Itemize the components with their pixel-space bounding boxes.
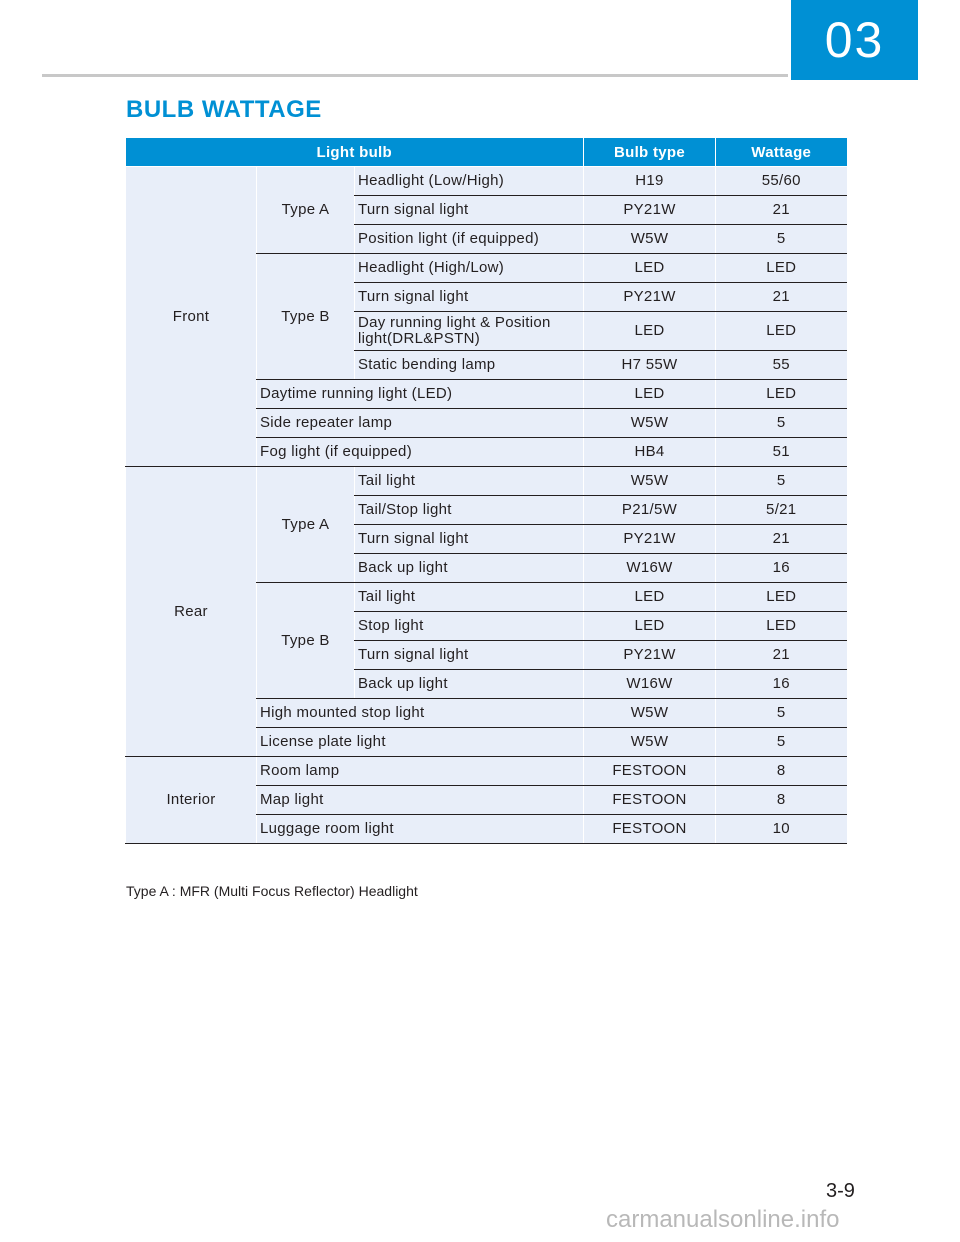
group-label-rear: Rear	[126, 467, 257, 757]
bulb-type: LED	[584, 380, 716, 409]
bulb-name: Headlight (Low/High)	[355, 167, 584, 196]
bulb-wattage: LED	[716, 312, 847, 351]
bulb-type: W16W	[584, 670, 716, 699]
footnote: Type A : MFR (Multi Focus Reflector) Headlight	[126, 883, 418, 899]
bulb-wattage: 8	[716, 786, 847, 815]
bulb-type: W5W	[584, 409, 716, 438]
bulb-name: Stop light	[355, 612, 584, 641]
subgroup-label-front-type-a: Type A	[257, 167, 355, 254]
bulb-name: Daytime running light (LED)	[257, 380, 584, 409]
bulb-wattage: 21	[716, 641, 847, 670]
bulb-type: FESTOON	[584, 757, 716, 786]
subgroup-label-front-type-b: Type B	[257, 254, 355, 380]
watermark: carmanualsonline.info	[606, 1206, 840, 1233]
subgroup-label-rear-type-b: Type B	[257, 583, 355, 699]
bulb-name: Day running light & Position light(DRL&PSTN)	[355, 312, 584, 351]
bulb-type: PY21W	[584, 525, 716, 554]
bulb-wattage: LED	[716, 254, 847, 283]
bulb-type: FESTOON	[584, 786, 716, 815]
group-label-interior: Interior	[126, 757, 257, 844]
bulb-type: W16W	[584, 554, 716, 583]
bulb-type: P21/5W	[584, 496, 716, 525]
bulb-type: H19	[584, 167, 716, 196]
bulb-type: PY21W	[584, 283, 716, 312]
bulb-wattage: 5	[716, 467, 847, 496]
chapter-tab	[791, 0, 918, 80]
bulb-wattage: LED	[716, 612, 847, 641]
bulb-type: LED	[584, 312, 716, 351]
bulb-name: Luggage room light	[257, 815, 584, 844]
bulb-type: HB4	[584, 438, 716, 467]
bulb-wattage: 55/60	[716, 167, 847, 196]
bulb-name: Side repeater lamp	[257, 409, 584, 438]
bulb-name: Tail light	[355, 467, 584, 496]
bulb-wattage: 51	[716, 438, 847, 467]
bulb-type: LED	[584, 612, 716, 641]
bulb-name: Map light	[257, 786, 584, 815]
header-bulb-type: Bulb type	[584, 138, 716, 167]
bulb-name: Static bending lamp	[355, 351, 584, 380]
bulb-wattage: 21	[716, 283, 847, 312]
bulb-wattage: 10	[716, 815, 847, 844]
bulb-name: Back up light	[355, 670, 584, 699]
bulb-type: W5W	[584, 699, 716, 728]
bulb-name: Fog light (if equipped)	[257, 438, 584, 467]
bulb-type: FESTOON	[584, 815, 716, 844]
bulb-type: W5W	[584, 728, 716, 757]
subgroup-label-rear-type-a: Type A	[257, 467, 355, 583]
table-row	[126, 167, 847, 196]
header-wattage: Wattage	[716, 138, 847, 167]
bulb-name: Headlight (High/Low)	[355, 254, 584, 283]
bulb-name: Turn signal light	[355, 283, 584, 312]
bulb-wattage: 5	[716, 699, 847, 728]
bulb-wattage: LED	[716, 583, 847, 612]
bulb-wattage: 5	[716, 409, 847, 438]
bulb-name: Tail light	[355, 583, 584, 612]
section-title: BULB WATTAGE	[126, 96, 322, 123]
bulb-wattage: 21	[716, 196, 847, 225]
bulb-name: License plate light	[257, 728, 584, 757]
bulb-type: PY21W	[584, 641, 716, 670]
bulb-type: H7 55W	[584, 351, 716, 380]
table-row	[126, 467, 847, 496]
bulb-type: W5W	[584, 225, 716, 254]
bulb-wattage: 21	[716, 525, 847, 554]
bulb-wattage: 55	[716, 351, 847, 380]
bulb-type: PY21W	[584, 196, 716, 225]
bulb-wattage: 16	[716, 670, 847, 699]
table-header-row	[126, 138, 847, 167]
bulb-name: Position light (if equipped)	[355, 225, 584, 254]
header-rule	[42, 74, 788, 77]
bulb-type: LED	[584, 254, 716, 283]
bulb-type: LED	[584, 583, 716, 612]
bulb-type: W5W	[584, 467, 716, 496]
group-label-front: Front	[126, 167, 257, 467]
bulb-wattage: 16	[716, 554, 847, 583]
header-light-bulb: Light bulb	[126, 138, 584, 167]
bulb-name: Turn signal light	[355, 525, 584, 554]
bulb-name: High mounted stop light	[257, 699, 584, 728]
page-number: 3-9	[826, 1180, 855, 1202]
chapter-number: 03	[824, 12, 885, 68]
bulb-wattage: 5/21	[716, 496, 847, 525]
bulb-name: Turn signal light	[355, 641, 584, 670]
bulb-wattage: LED	[716, 380, 847, 409]
bulb-name: Room lamp	[257, 757, 584, 786]
bulb-name: Tail/Stop light	[355, 496, 584, 525]
bulb-name: Back up light	[355, 554, 584, 583]
table-row	[126, 757, 847, 786]
bulb-wattage: 5	[716, 225, 847, 254]
bulb-name: Turn signal light	[355, 196, 584, 225]
bulb-wattage: 8	[716, 757, 847, 786]
bulb-wattage: 5	[716, 728, 847, 757]
bulb-wattage-table	[125, 138, 847, 844]
